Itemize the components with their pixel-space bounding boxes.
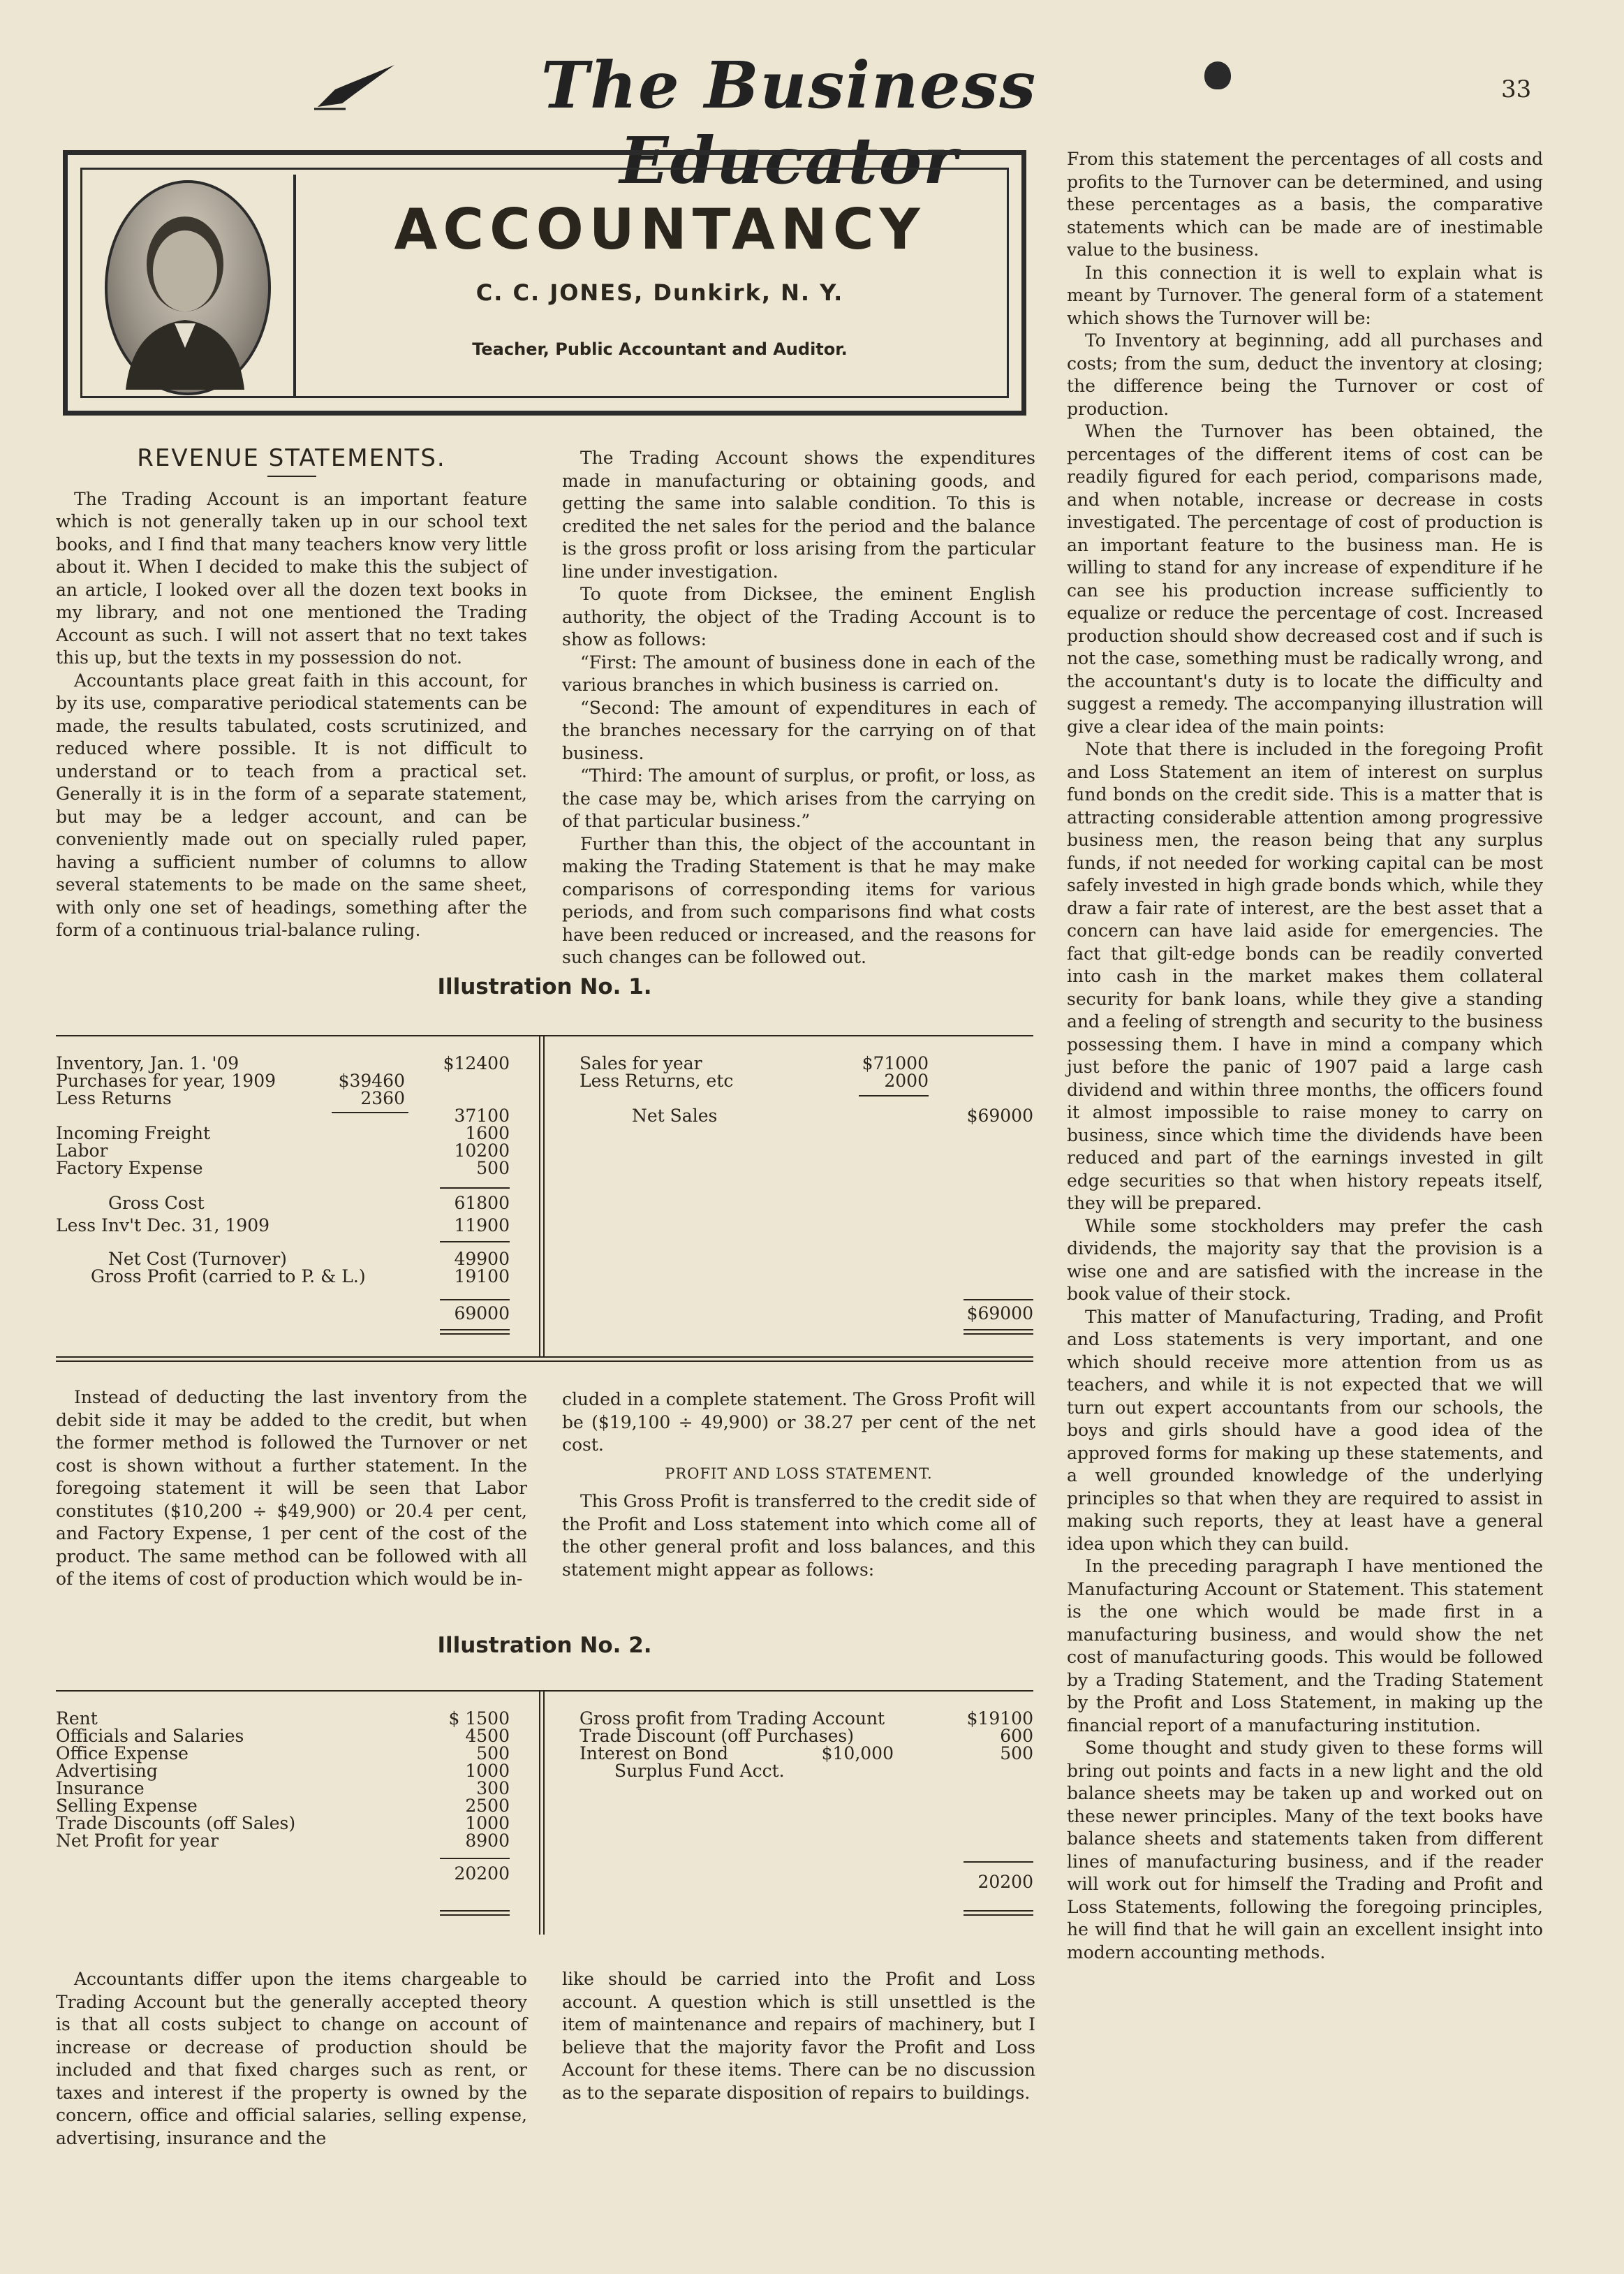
- heading-rule: [267, 476, 316, 477]
- ledger-label: Trade Discount (off Purchases): [580, 1726, 854, 1746]
- ledger-label: Rent: [56, 1708, 98, 1729]
- middle-column-bottom: [562, 1968, 1035, 2104]
- paragraph: Accountants place great faith in this account, for by its use, comparative periodical statements can be made, the results tabulated, costs scrutinized, and reduced where possible. It is not difficult to understand or to teach from a practical set. Generally it is in the form of a separate statement, but may be a ledger account, and can be conveniently made out on specially ruled paper, having a sufficient number of columns to allow several statements to be made on the same sheet, with only one set of headings, something after the form of a continuous trial-balance ruling.: [56, 670, 527, 940]
- ledger-total: $69000: [966, 1303, 1033, 1323]
- ledger-amount: 500: [476, 1158, 510, 1178]
- paragraph: “First: The amount of business done in each of the various branches in which business is carried on.: [562, 652, 1035, 695]
- paragraph: This matter of Manufacturing, Trading, and Profit and Loss statements is very important, and one which should receive more attention from us as teachers, and while it is not expected that we will turn out expert accountants from our schools, the boys and girls should have a good idea of the approved forms for making up these statements, and a well grounded knowledge of the underlying principles so that when they are required to assist in making such reports, they at least have a general idea upon which they can build.: [1067, 1306, 1543, 1554]
- ledger-amount: 11900: [454, 1215, 510, 1235]
- middle-column-mid: [562, 1388, 1035, 1581]
- ledger-amount: 1600: [465, 1123, 510, 1143]
- right-column: [1067, 148, 1543, 1964]
- ledger-amount: 61800: [454, 1193, 510, 1213]
- paragraph: “Second: The amount of expenditures in each of the branches necessary for the carrying on of that business.: [562, 697, 1035, 763]
- ledger-amount: 1000: [465, 1813, 510, 1833]
- ledger-total: 69000: [454, 1303, 510, 1323]
- paragraph: To Inventory at beginning, add all purchases and costs; from the sum, deduct the inventory at closing; the difference being the Turnover or cost of production.: [1067, 330, 1543, 419]
- emblem-icon: [1204, 61, 1231, 89]
- ledger-amount: $ 1500: [448, 1708, 510, 1729]
- ledger-label: Officials and Salaries: [56, 1726, 244, 1746]
- ledger-label: Net Sales: [632, 1106, 718, 1126]
- paragraph: When the Turnover has been obtained, the percentages of the different items of cost can be readily figured for each period, comparisons made, and when notable, increase or decrease in costs investigated. The percentage of cost of production is an important feature to the business man. He is willing to stand for any increase of expenditure if he can see his production increase sufficiently to equalize or reduce the percentage of cost. Increased production should show decreased cost and if such is not the case, something must be radically wrong, and the accountant's duty is to locate the difficulty and suggest a remedy. The accompanying illustration will give a clear idea of the main points:: [1067, 421, 1543, 737]
- ledger-label: Less Returns: [56, 1088, 172, 1108]
- paragraph: Instead of deducting the last inventory from the debit side it may be added to the credit, but when the former method is followed the Turnover or net cost is shown without a further statement. In the foregoing statement it will be seen that Labor constitutes ($10,200 ÷ $49,900) or 20.4 per cent, and Factory Expense, 1 per cent of the cost of the product. The same method can be followed with all of the items of cost of production which would be in-: [56, 1387, 527, 1589]
- ledger-label: Gross Profit (carried to P. & L.): [91, 1266, 366, 1286]
- ledger-amount: 500: [1000, 1743, 1033, 1763]
- illustration-2-title: Illustration No. 2.: [437, 1633, 652, 1658]
- ledger-amount: 19100: [454, 1266, 510, 1286]
- subheading: PROFIT AND LOSS STATEMENT.: [665, 1465, 933, 1482]
- ledger-label: Interest on Bond: [580, 1743, 729, 1763]
- ledger-label: Surplus Fund Acct.: [614, 1761, 785, 1781]
- ledger-amount: 1000: [465, 1761, 510, 1781]
- ledger-label: Sales for year: [580, 1053, 702, 1073]
- paragraph: The Trading Account shows the expenditures made in manufacturing or obtaining goods, and getting the same into salable condition. To this is credited the net sales for the period and the balance is the gross profit or loss arising from the particular line under investigation.: [562, 448, 1035, 582]
- paragraph: The Trading Account is an important feature which is not generally taken up in our school text books, and I find that many teachers know very little about it. When I decided to make this the subject of an article, I looked over all the dozen text books in my library, and not one mentioned the Trading Account as such. I will not assert that no text takes this up, but the texts in my possession do not.: [56, 488, 527, 668]
- ledger-label: Incoming Freight: [56, 1123, 211, 1143]
- paragraph: In the preceding paragraph I have mentioned the Manufacturing Account or Statement. This statement is the one which would be made first in a manufacturing business, and would show the net cost of manufacturing goods. This would be followed by a Trading Statement, and the Trading Statement by the Profit and Loss Statement, in making up the financial report of a manufacturing institution.: [1067, 1556, 1543, 1736]
- author-portrait: [105, 180, 271, 395]
- paragraph: like should be carried into the Profit and Loss account. A question which is still unsettled is the item of maintenance and repairs of machinery, but I believe that the majority favor the Profit and Loss Account for these items. There can be no discussion as to the separate disposition of repairs to buildings.: [562, 1969, 1035, 2103]
- ledger-label: Net Profit for year: [56, 1831, 219, 1851]
- paragraph: This Gross Profit is transferred to the credit side of the Profit and Loss statement into which come all of the other general profit and loss balances, and this statement might appear as follows:: [562, 1491, 1035, 1580]
- ledger-amount: 600: [1000, 1726, 1033, 1746]
- page-number: 33: [1501, 75, 1532, 103]
- ledger-label: Trade Discounts (off Sales): [56, 1813, 296, 1833]
- ledger-label: Gross Cost: [108, 1193, 205, 1213]
- ledger-amount: $71000: [862, 1053, 929, 1073]
- ledger-amount: $10,000: [821, 1743, 894, 1763]
- ledger-amount: 2360: [360, 1088, 405, 1108]
- author-role: Teacher, Public Accountant and Auditor.: [472, 339, 848, 359]
- ledger-amount: $12400: [443, 1053, 510, 1073]
- ledger-label: Insurance: [56, 1778, 145, 1798]
- paragraph: While some stockholders may prefer the cash dividends, the majority say that the provision is a wise one and are satisfied with the increase in the book value of their stock.: [1067, 1215, 1543, 1304]
- masthead-title: The Business Educator: [540, 47, 1038, 198]
- ledger-label: Selling Expense: [56, 1796, 198, 1816]
- paragraph: From this statement the percentages of all costs and profits to the Turnover can be determined, and using these percentages as a basis, the comparative statements which can be made are of inestimable value to the business.: [1067, 149, 1543, 260]
- ledger-label: Office Expense: [56, 1743, 189, 1763]
- paragraph: “Third: The amount of surplus, or profit, or loss, as the case may be, which arises from the carrying on of that particular business.”: [562, 765, 1035, 831]
- quill-icon: [314, 61, 398, 113]
- paragraph: Further than this, the object of the accountant in making the Trading Statement is that he may make comparisons of corresponding items for various periods, and from such comparisons find what costs have been reduced or increased, and the reasons for such changes can be followed out.: [562, 833, 1035, 967]
- paragraph: Note that there is included in the foregoing Profit and Loss Statement an item of interest on surplus fund bonds on the credit side. This is a matter that is attracting considerable attention among progressive business men, the reason being that any surplus funds, if not needed for working capital can be most safely invested in high grade bonds which, while they draw a fair rate of interest, are the best asset that a concern can have laid aside for emergencies. The fact that gilt-edge bonds can be readily converted into cash in the market makes them collateral security for bank loans, while they give a standing and a feeling of strength and security to the business possessing them. I have in mind a company which just before the panic of 1907 paid a large cash dividend and within three months, the officers found it almost impossible to raise money to carry on business, since which time the dividends have been reduced and part of the earnings invested in gilt edge securities so that when history repeats itself, they will be prepared.: [1067, 739, 1543, 1213]
- ledger-label: Labor: [56, 1140, 108, 1161]
- article-heading: REVENUE STATEMENTS.: [137, 444, 446, 472]
- ledger-total: 20200: [977, 1872, 1033, 1892]
- header-divider: [293, 175, 296, 398]
- author-line: C. C. JONES, Dunkirk, N. Y.: [475, 279, 844, 306]
- ledger-amount: 37100: [454, 1106, 510, 1126]
- paragraph: To quote from Dicksee, the eminent English authority, the object of the Trading Account is to show as follows:: [562, 584, 1035, 650]
- ledger-amount: $39460: [338, 1071, 405, 1091]
- ledger-amount: 2000: [884, 1071, 929, 1091]
- left-column: [56, 444, 527, 942]
- ledger-amount: 2500: [465, 1796, 510, 1816]
- ledger-amount: $69000: [966, 1106, 1033, 1126]
- ledger-amount: 500: [476, 1743, 510, 1763]
- ledger-total: 20200: [454, 1863, 510, 1884]
- ledger-label: Purchases for year, 1909: [56, 1071, 276, 1091]
- left-column-mid: [56, 1386, 527, 1591]
- left-column-bottom: [56, 1968, 527, 2150]
- ledger-amount: 10200: [454, 1140, 510, 1161]
- ledger-label: Less Returns, etc: [580, 1071, 734, 1091]
- paragraph: In this connection it is well to explain what is meant by Turnover. The general form of a statement which shows the Turnover will be:: [1067, 262, 1543, 328]
- ledger-label: Inventory, Jan. 1. '09: [56, 1053, 239, 1073]
- paragraph: Accountants differ upon the items chargeable to Trading Account but the generally accepted theory is that all costs subject to change on account of increase or decrease of production should be included and that fixed charges such as rent, or taxes and interest if the property is owned by the concern, office and official salaries, selling expense, advertising, insurance and the: [56, 1969, 527, 2148]
- ledger-label: Advertising: [56, 1761, 158, 1781]
- ledger-label: Factory Expense: [56, 1158, 203, 1178]
- ledger-amount: 4500: [465, 1726, 510, 1746]
- ledger-label: Less Inv't Dec. 31, 1909: [56, 1215, 270, 1235]
- section-title: ACCOUNTANCY: [394, 197, 926, 262]
- ledger-amount: $19100: [966, 1708, 1033, 1729]
- ledger-label: Net Cost (Turnover): [108, 1249, 287, 1269]
- ledger-amount: 300: [476, 1778, 510, 1798]
- ledger-label: Gross profit from Trading Account: [580, 1708, 885, 1729]
- ledger-amount: 8900: [465, 1831, 510, 1851]
- middle-column: [562, 447, 1035, 969]
- illustration-1-title: Illustration No. 1.: [437, 974, 652, 999]
- ledger-amount: 49900: [454, 1249, 510, 1269]
- paragraph: cluded in a complete statement. The Gross Profit will be ($19,100 ÷ 49,900) or 38.27 per cent of the net cost.: [562, 1389, 1035, 1455]
- paragraph: Some thought and study given to these forms will bring out points and facts in a new light and the old balance sheets may be taken up and worked out on these newer principles. Many of the text books have balance sheets and statements taken from different lines of manufacturing business, and if the reader will work out for himself the Trading and Profit and Loss Statements, following the foregoing principles, he will find that he will gain an excellent insight into modern accounting methods.: [1067, 1738, 1543, 1963]
